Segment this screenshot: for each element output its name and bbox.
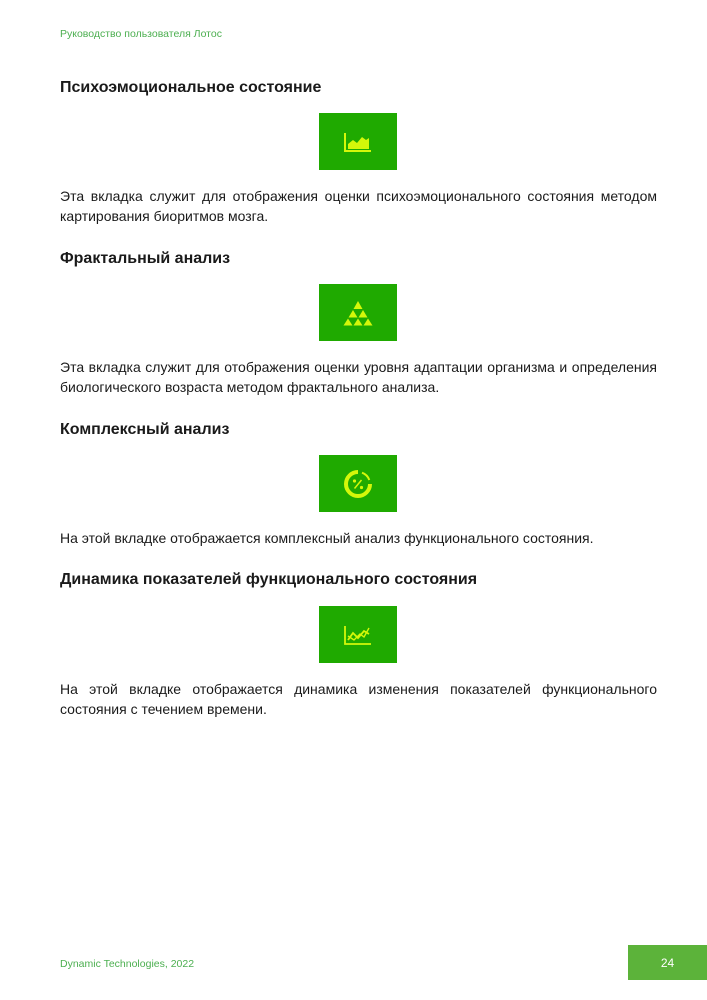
section-text-complex: На этой вкладке отображается комплексный анализ функционального состояния. bbox=[60, 530, 594, 546]
percent-ring-icon bbox=[343, 469, 373, 499]
section-title-psychoemotional: Психоэмоциональное состояние bbox=[60, 79, 322, 96]
section-title-fractal: Фрактальный анализ bbox=[60, 250, 231, 267]
section-text-dynamics: На этой вкладке отображается динамика изменения показателей функционального состояния с течением времени. bbox=[60, 681, 657, 717]
area-chart-icon bbox=[343, 131, 373, 153]
footer-company: Dynamic Technologies, 2022 bbox=[60, 958, 195, 970]
fractal-triangle-icon bbox=[343, 300, 373, 326]
dynamics-tab-tile bbox=[319, 606, 397, 663]
page-number: 24 bbox=[628, 945, 707, 980]
psychoemotional-tab-tile bbox=[319, 113, 397, 170]
fractal-tab-tile bbox=[319, 284, 397, 341]
section-text-psychoemotional: Эта вкладка служит для отображения оценки психоэмоционального состояния методом картирования биоритмов мозга. bbox=[60, 188, 657, 224]
complex-tab-tile bbox=[319, 455, 397, 512]
section-text-fractal: Эта вкладка служит для отображения оценки уровня адаптации организма и определения биологического возраста методом фрактального анализа. bbox=[60, 359, 657, 395]
section-title-complex: Комплексный анализ bbox=[60, 421, 230, 438]
section-title-dynamics: Динамика показателей функционального состояния bbox=[60, 571, 478, 588]
document-header: Руководство пользователя Лотос bbox=[60, 28, 222, 40]
line-trend-icon bbox=[343, 624, 373, 646]
